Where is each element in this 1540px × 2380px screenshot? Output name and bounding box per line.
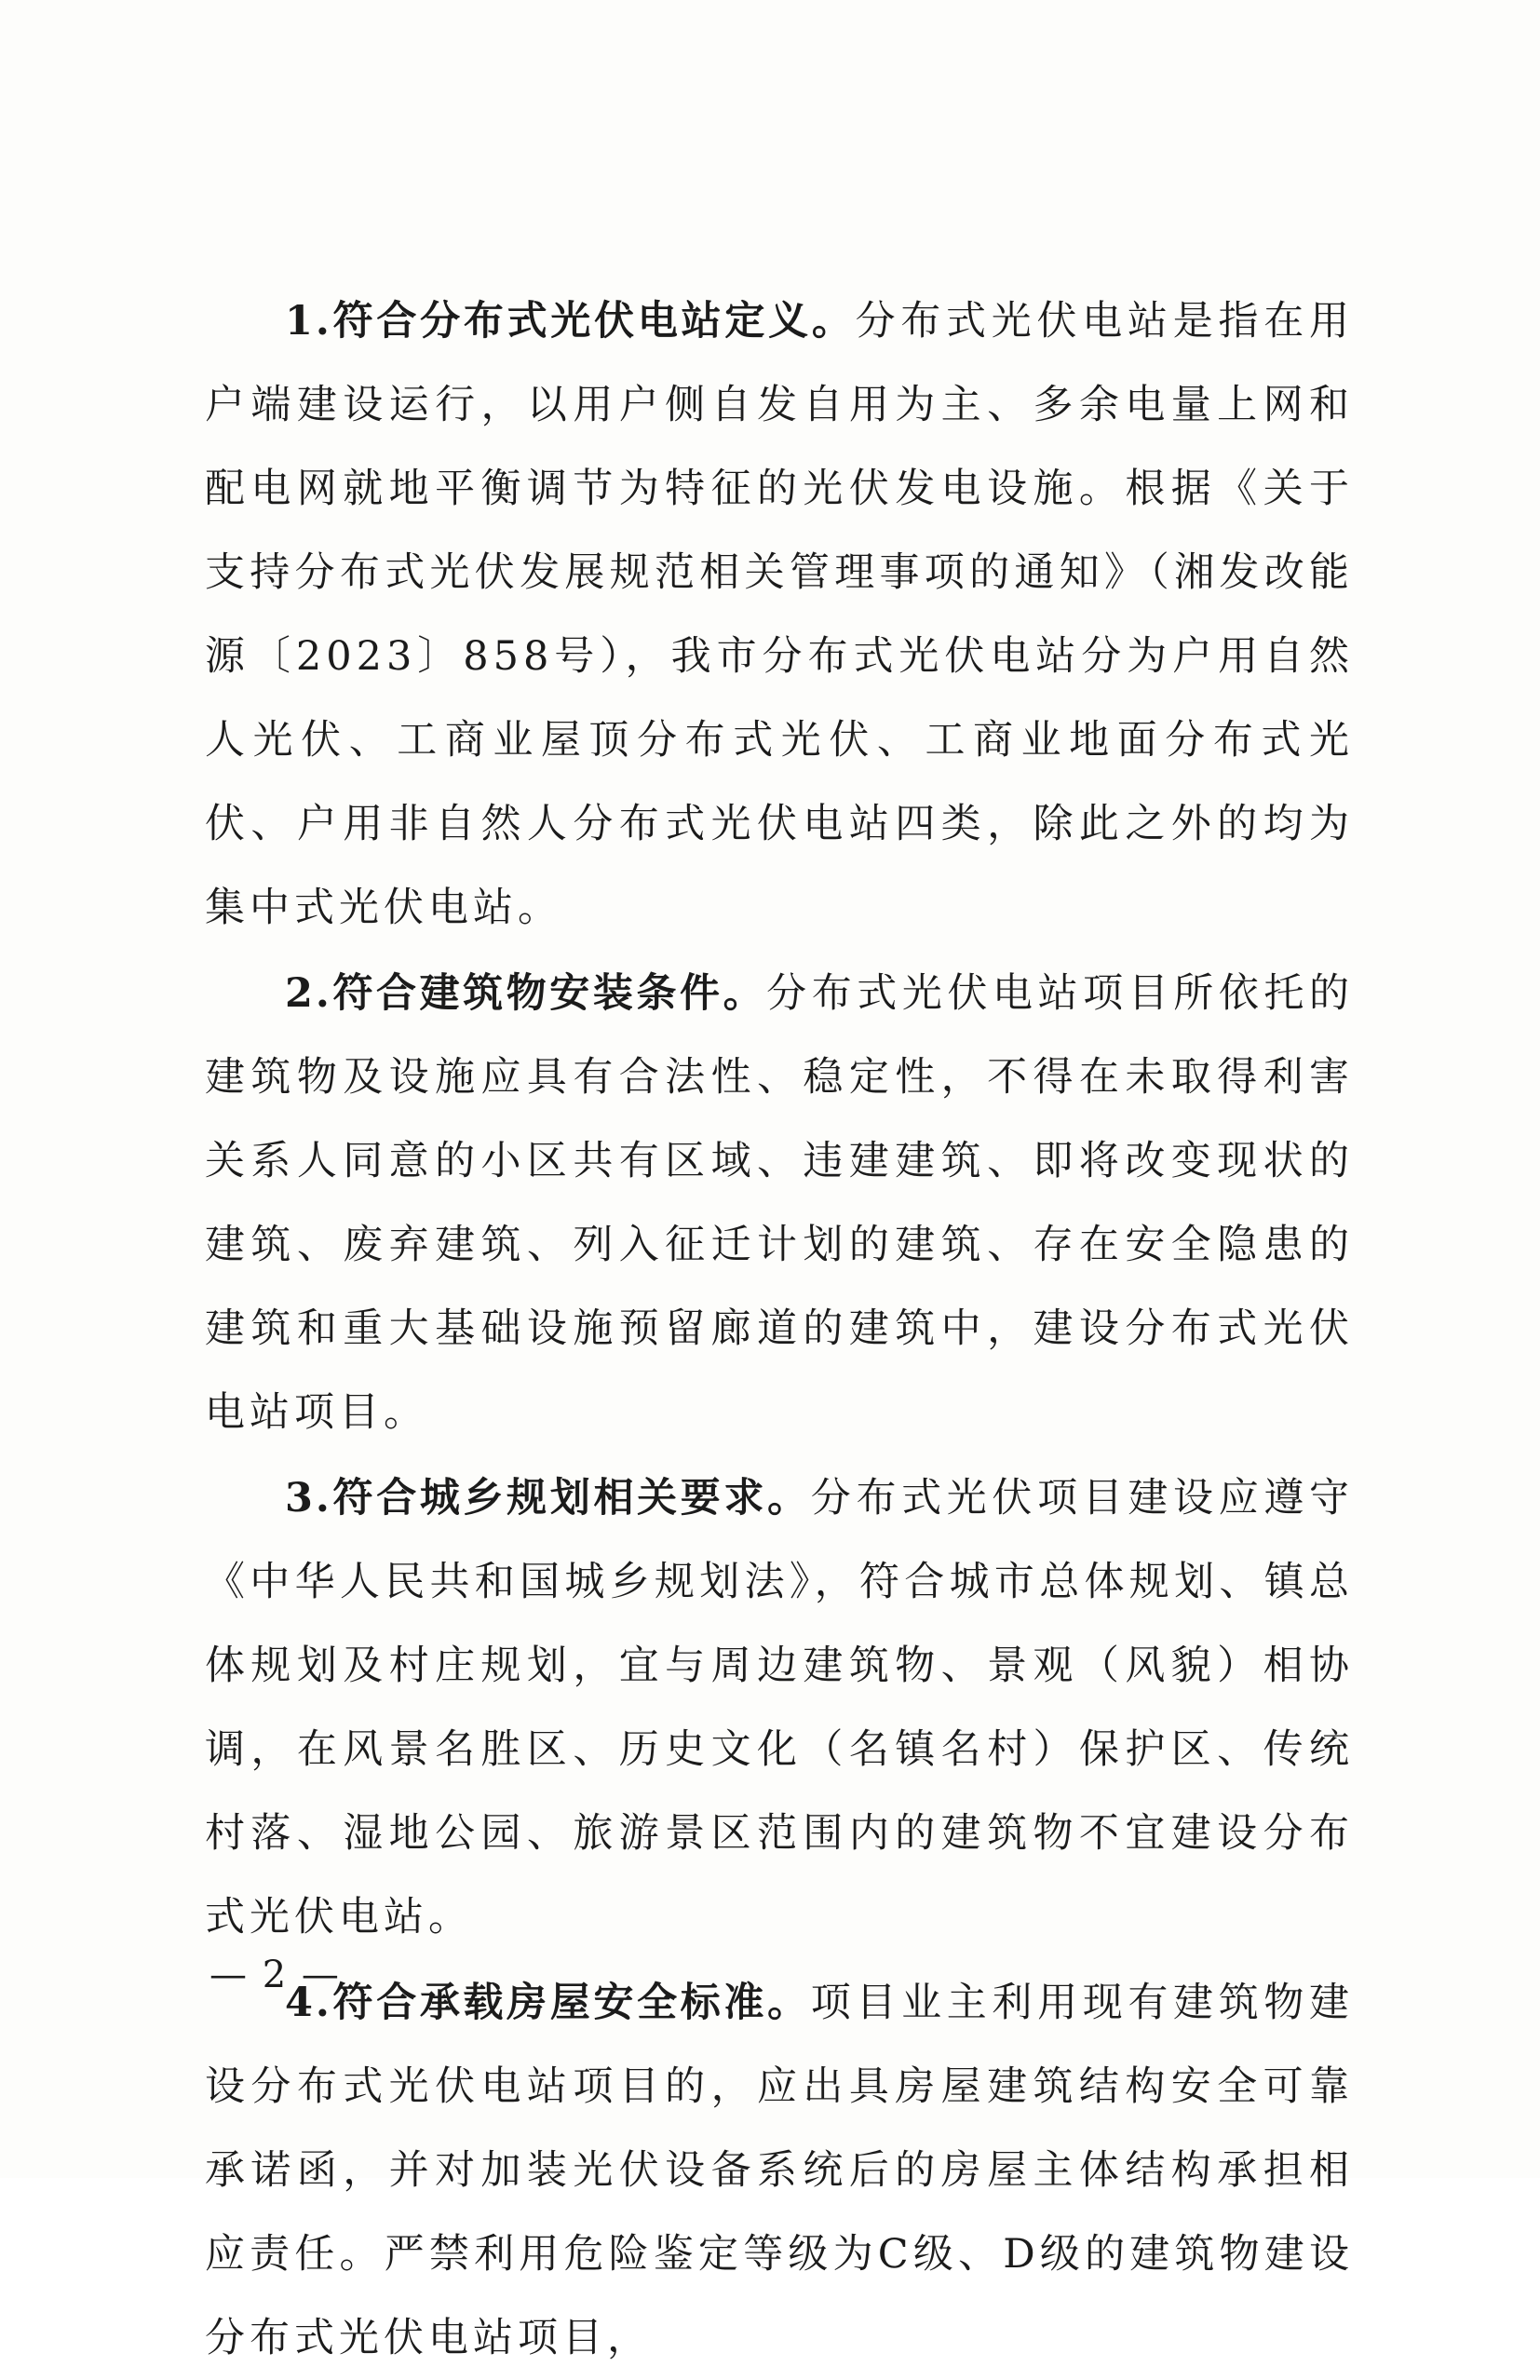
paragraph-3: [205, 1456, 1354, 1959]
paragraph-2-body: 分布式光伏电站项目所依托的建筑物及设施应具有合法性、稳定性，不得在未取得利害关系人同意的小区共有区域、违建建筑、即将改变现状的建筑、废弃建筑、列入征迁计划的建筑、存在安全隐患的建筑和重大基础设施预留廊道的建筑中，建设分布式光伏电站项目。: [205, 970, 1355, 1436]
paragraph-1-body: 分布式光伏电站是指在用户端建设运行，以用户侧自发自用为主、多余电量上网和配电网就地平衡调节为特征的光伏发电设施。根据《关于支持分布式光伏发展规范相关管理事项的通知》（湘发改能源〔2023〕858号），我市分布式光伏电站分为户用自然人光伏、工商业屋顶分布式光伏、工商业地面分布式光伏、户用非自然人分布式光伏电站四类，除此之外的均为集中式光伏电站。: [205, 298, 1355, 931]
paragraph-2-heading: 2.符合建筑物安装条件。: [285, 970, 767, 1017]
paragraph-4-heading: 4.符合承载房屋安全标准。: [285, 1980, 811, 2026]
paragraph-1-heading: 1.符合分布式光伏电站定义。: [285, 298, 856, 345]
page-number: — 2 —: [209, 1954, 341, 1996]
paragraph-3-heading: 3.符合城乡规划相关要求。: [285, 1475, 811, 1521]
paragraph-2: [205, 952, 1354, 1454]
paragraph-3-body: 分布式光伏项目建设应遵守《中华人民共和国城乡规划法》，符合城市总体规划、镇总体规划及村庄规划，宜与周边建筑物、景观（风貌）相协调，在风景名胜区、历史文化（名镇名村）保护区、传统村落、湿地公园、旅游景区范围内的建筑物不宜建设分布式光伏电站。: [205, 1475, 1355, 1941]
paragraph-4: [205, 1961, 1354, 2380]
paragraph-1: [205, 279, 1354, 950]
paragraph-4-body: 项目业主利用现有建筑物建设分布式光伏电站项目的，应出具房屋建筑结构安全可靠承诺函，并对加装光伏设备系统后的房屋主体结构承担相应责任。严禁利用危险鉴定等级为C级、D级的建筑物建设分布式光伏电站项目，: [205, 1980, 1355, 2361]
